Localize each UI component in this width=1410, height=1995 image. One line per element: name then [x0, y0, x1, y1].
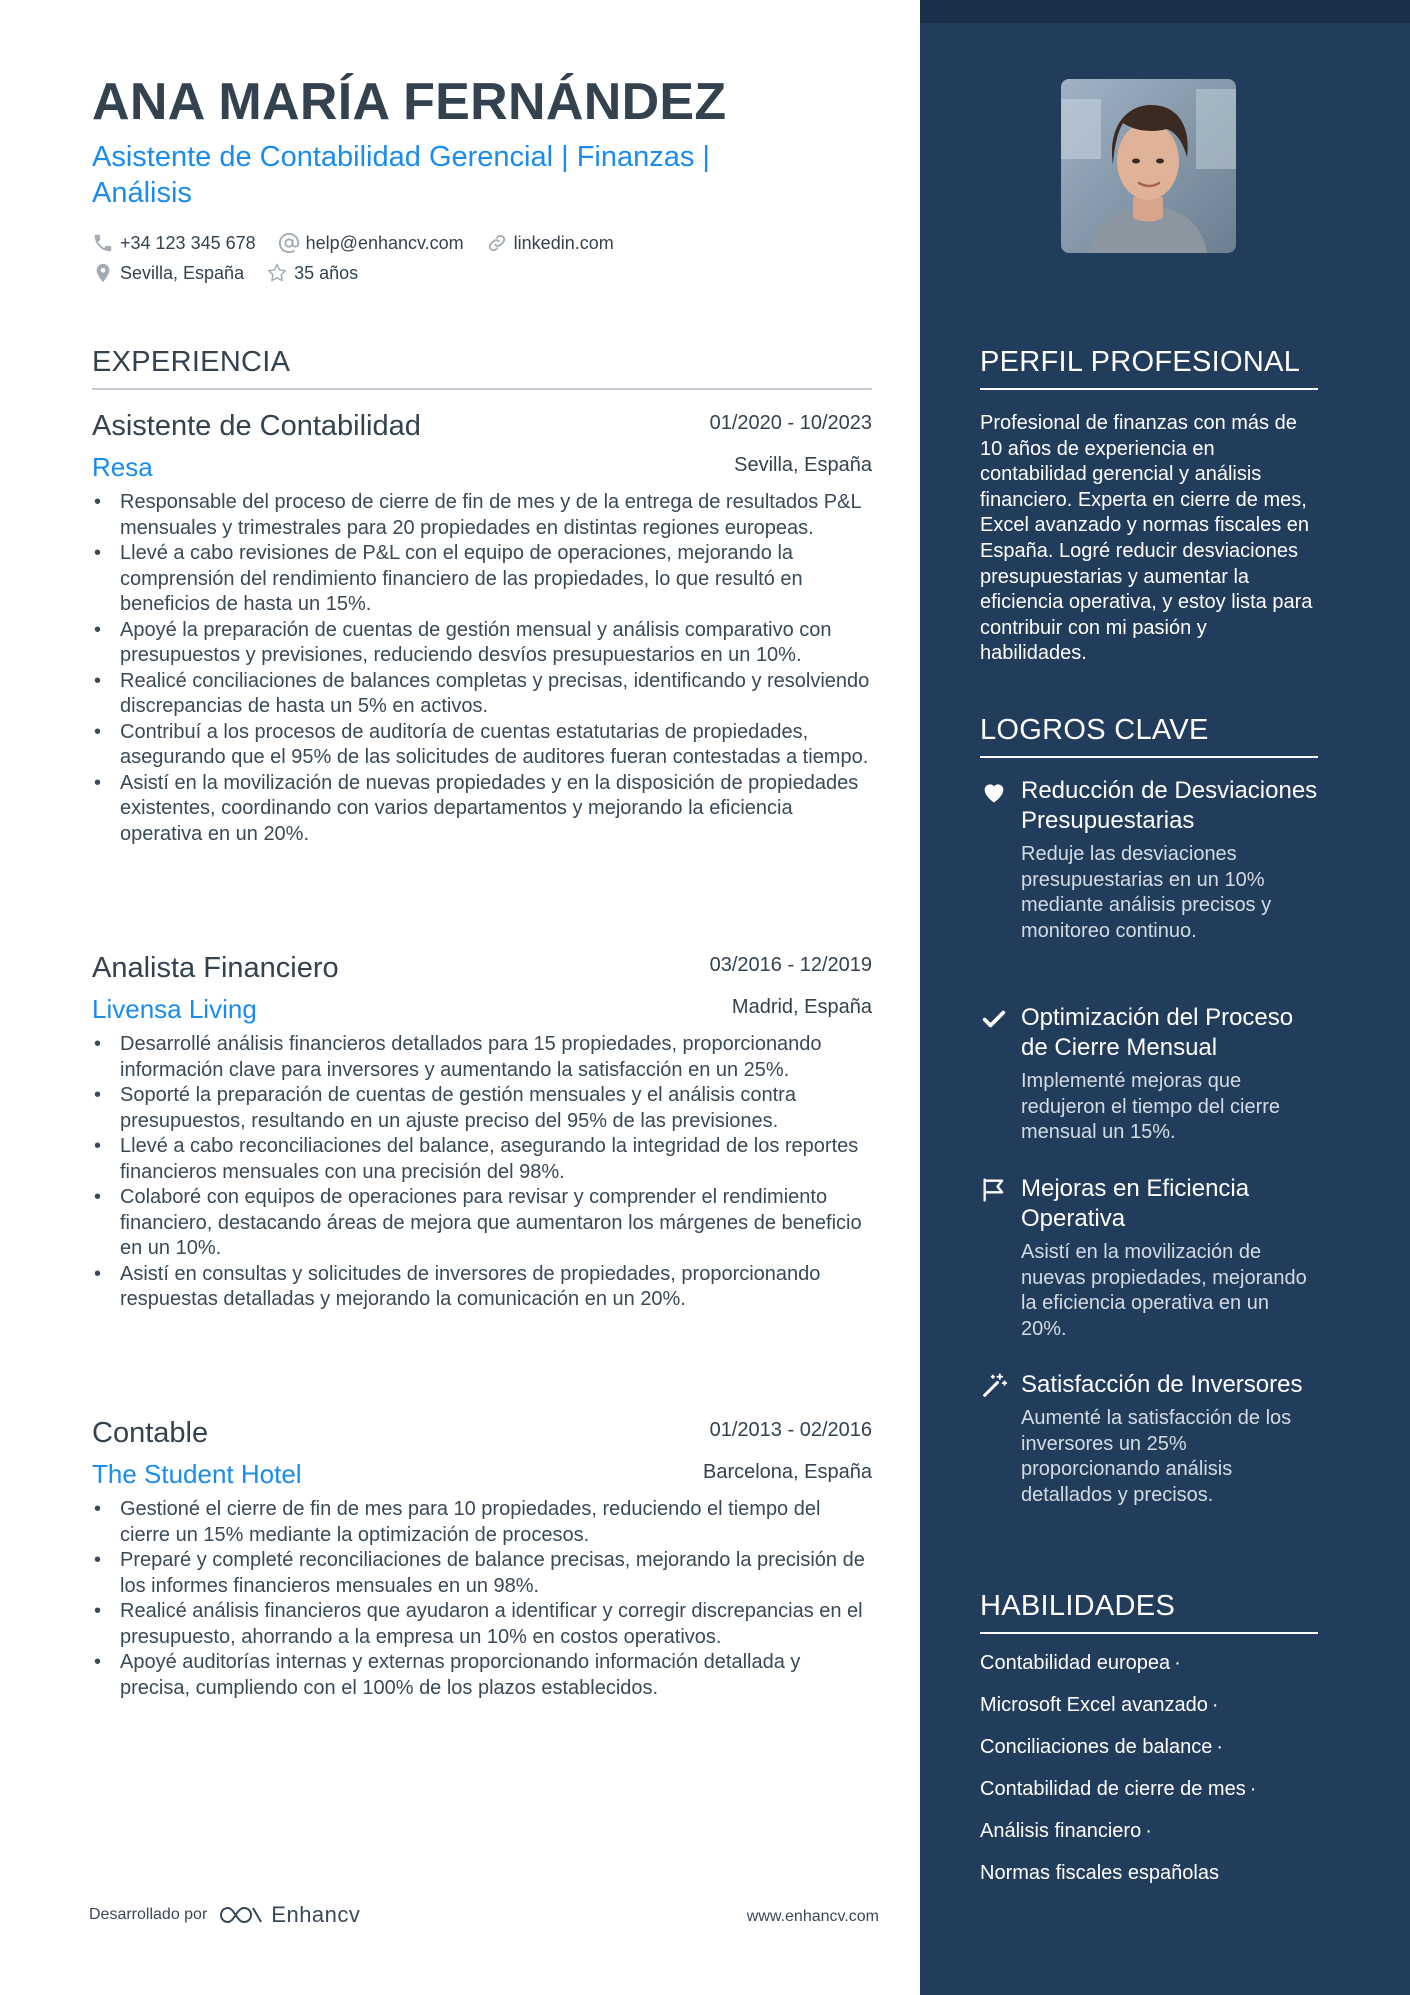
candidate-name: ANA MARÍA FERNÁNDEZ [92, 73, 727, 131]
achievement-title: Satisfacción de Inversores [1021, 1371, 1303, 1398]
job-bullet: • Asistí en consultas y solicitudes de inversores de propiedades, proporcionando respuestas detalladas y mejorando la comunicación en un 20%. [92, 1262, 872, 1313]
skill-label: Microsoft Excel avanzado [980, 1694, 1208, 1716]
job-title: Contable [92, 1417, 209, 1449]
skill-item [980, 1862, 1318, 1904]
flag-icon [980, 1176, 1008, 1204]
powered-by-text: Desarrollado por [89, 1906, 208, 1923]
job-location: Barcelona, España [702, 1461, 872, 1483]
skill-item [980, 1778, 1318, 1820]
age-text: 35 años [294, 262, 359, 283]
skill-item [980, 1652, 1318, 1694]
contact-linkedin[interactable] [486, 232, 614, 254]
contact-location [92, 262, 244, 284]
footer-credit [89, 1902, 360, 1928]
job-bullet: • Apoyé auditorías internas y externas proporcionando información detallada y precisa, cumpliendo con el 100% de los plazos establecidos. [92, 1650, 872, 1701]
achievement-item [980, 1370, 1318, 1508]
skill-label: Análisis financiero [980, 1820, 1142, 1842]
job-bullets [92, 1497, 872, 1701]
job-dates: 01/2020 - 10/2023 [709, 412, 872, 434]
achievements-heading: LOGROS CLAVE [980, 714, 1318, 758]
job-entry [92, 1417, 872, 1701]
job-dates: 01/2013 - 02/2016 [709, 1419, 872, 1441]
achievement-desc: Asistí en la movilización de nuevas propiedades, mejorando la eficiencia operativa en un 20%. [1021, 1241, 1307, 1340]
job-title: Asistente de Contabilidad [92, 410, 421, 442]
job-bullet: • Llevé a cabo revisiones de P&L con el equipo de operaciones, mejorando la comprensión del rendimiento financiero de las propiedades, lo que resultó en beneficios de hasta un 15%. [92, 541, 872, 618]
profile-heading: PERFIL PROFESIONAL [980, 346, 1318, 390]
enhancv-logo-icon [217, 1903, 265, 1927]
job-bullet: • Apoyé la preparación de cuentas de gestión mensual y análisis comparativo con presupuestos y previsiones, reduciendo desvíos presupuestarios en un 10%. [92, 618, 872, 669]
achievement-title: Optimización del Proceso de Cierre Mensual [1021, 1004, 1294, 1061]
star-icon [266, 262, 288, 284]
check-icon [980, 1005, 1008, 1033]
job-bullet: • Colaboré con equipos de operaciones para revisar y comprender el rendimiento financiero, destacando áreas de mejora que aumentaron los márgenes de beneficio en un 10%. [92, 1185, 872, 1262]
job-entry [92, 952, 872, 1313]
skill-item [980, 1736, 1318, 1778]
skill-separator: · [1211, 1694, 1219, 1716]
achievement-title: Reducción de Desviaciones Presupuestarias [1021, 777, 1318, 834]
job-bullets [92, 1032, 872, 1313]
heart-icon [980, 778, 1008, 806]
achievement-title: Mejoras en Eficiencia Operativa [1021, 1175, 1250, 1232]
achievement-item [980, 1003, 1318, 1146]
skill-label: Contabilidad de cierre de mes [980, 1778, 1246, 1800]
skill-separator: · [1216, 1736, 1224, 1758]
achievement-desc: Aumenté la satisfacción de los inversores un 25% proporcionando análisis detallados y precisos. [1021, 1407, 1292, 1506]
job-company[interactable]: The Student Hotel [92, 1459, 302, 1489]
skill-label: Normas fiscales españolas [980, 1862, 1219, 1884]
phone-icon [92, 232, 114, 254]
linkedin-text: linkedin.com [513, 232, 614, 253]
portrait-image [1061, 79, 1236, 253]
skills-heading: HABILIDADES [980, 1590, 1318, 1634]
location-pin-icon [92, 262, 114, 284]
job-location: Madrid, España [731, 996, 872, 1018]
contact-info [92, 228, 872, 288]
skill-item [980, 1694, 1318, 1736]
job-bullet: • Llevé a cabo reconciliaciones del balance, asegurando la integridad de los reportes financieros mensuales con una precisión del 98%. [92, 1134, 872, 1185]
job-bullet: • Soporté la preparación de cuentas de gestión mensuales y el análisis contra presupuestos, resultando en un ajuste preciso del 95% de las previsiones. [92, 1083, 872, 1134]
magic-wand-icon [980, 1372, 1008, 1400]
job-location: Sevilla, España [734, 454, 872, 476]
profile-summary: Profesional de finanzas con más de 10 años de experiencia en contabilidad gerencial y análisis financiero. Experta en cierre de mes, Excel avanzado y normas fiscales en España. Logré reducir desviaciones presupuestarias y aumentar la eficiencia operativa, y estoy lista para contribuir con mi pasión y habilidades. [980, 412, 1313, 665]
job-bullet: • Preparé y completé reconciliaciones de balance precisas, mejorando la precisión de los informes financieros mensuales en un 98%. [92, 1548, 872, 1599]
page-footer [89, 1902, 879, 1932]
brand-name: Enhancv [271, 1902, 361, 1927]
job-bullet: • Realicé análisis financieros que ayudaron a identificar y corregir discrepancias en el presupuesto, ahorrando a la empresa un 10% en costos operativos. [92, 1599, 872, 1650]
candidate-headline: Asistente de Contabilidad Gerencial | Finanzas | Análisis [92, 141, 710, 209]
job-company[interactable]: Resa [92, 452, 153, 482]
job-bullet: • Gestioné el cierre de fin de mes para 10 propiedades, reduciendo el tiempo del cierre un 15% mediante la optimización de procesos. [92, 1497, 872, 1548]
job-bullet: • Asistí en la movilización de nuevas propiedades y en la disposición de propiedades existentes, coordinando con varios departamentos y mejorando la eficiencia operativa en un 20%. [92, 771, 872, 848]
skill-separator: · [1145, 1820, 1152, 1842]
achievement-desc: Reduje las desviaciones presupuestarias en un 10% mediante análisis precisos y monitoreo continuo. [1021, 843, 1272, 942]
skills-list [980, 1652, 1318, 1904]
profile-photo [1061, 79, 1236, 253]
phone-text: +34 123 345 678 [120, 232, 256, 253]
job-title: Analista Financiero [92, 952, 339, 984]
job-bullet: • Desarrollé análisis financieros detallados para 15 propiedades, proporcionando información clave para inversores y aumentando la satisfacción en un 25%. [92, 1032, 872, 1083]
skill-label: Contabilidad europea [980, 1652, 1171, 1674]
website-link[interactable]: www.enhancv.com [746, 1908, 879, 1925]
achievement-desc: Implementé mejoras que redujeron el tiempo del cierre mensual un 15%. [1021, 1070, 1281, 1144]
sidebar [920, 0, 1410, 1995]
email-text: help@enhancv.com [305, 232, 464, 253]
skill-item [980, 1820, 1318, 1862]
job-bullet: • Realicé conciliaciones de balances completas y precisas, identificando y resolviendo discrepancias de hasta un 5% en activos. [92, 669, 872, 720]
contact-age [266, 262, 358, 284]
job-entry [92, 410, 872, 847]
at-icon [278, 232, 300, 254]
contact-email[interactable] [278, 232, 464, 254]
experience-heading: EXPERIENCIA [92, 346, 872, 390]
job-bullets [92, 490, 872, 847]
skill-label: Conciliaciones de balance [980, 1736, 1213, 1758]
skill-separator: · [1174, 1652, 1181, 1674]
achievement-item [980, 1174, 1318, 1342]
sidebar-top-bar [920, 0, 1410, 23]
achievement-item [980, 776, 1318, 944]
job-bullet: • Contribuí a los procesos de auditoría de cuentas estatutarias de propiedades, asegurando que el 95% de las solicitudes de auditores fueran contestadas a tiempo. [92, 720, 872, 771]
link-icon [486, 232, 508, 254]
job-company[interactable]: Livensa Living [92, 994, 257, 1024]
contact-phone[interactable] [92, 232, 256, 254]
location-text: Sevilla, España [120, 262, 245, 283]
job-dates: 03/2016 - 12/2019 [709, 954, 872, 976]
job-bullet: • Responsable del proceso de cierre de fin de mes y de la entrega de resultados P&L mensuales y trimestrales para 20 propiedades en distintas regiones europeas. [92, 490, 872, 541]
skill-separator: · [1249, 1778, 1257, 1800]
